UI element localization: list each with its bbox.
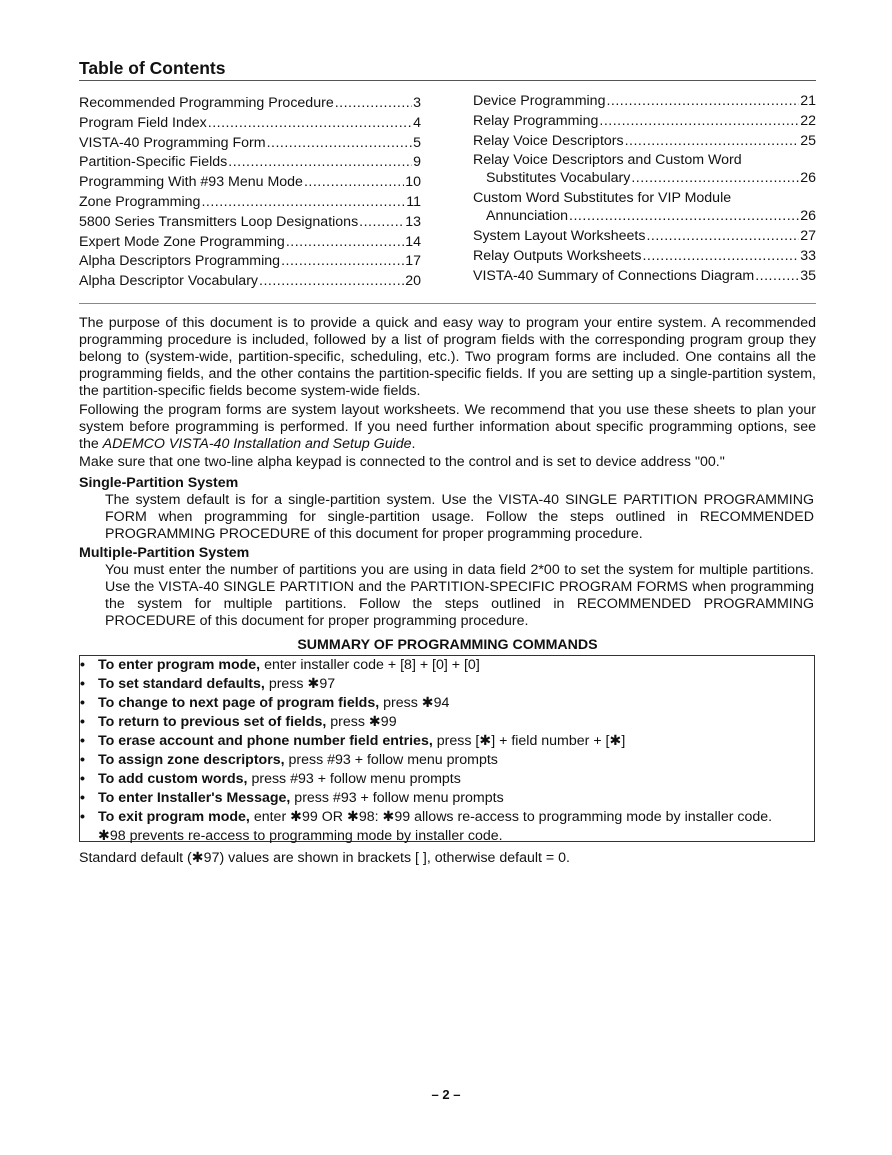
- command-item: • To return to previous set of fields, press ✱99: [80, 714, 397, 730]
- toc-entry: Alpha Descriptors Programming ..... 17: [79, 252, 421, 272]
- toc-entry: VISTA-40 Programming Form ..... 5: [79, 134, 421, 154]
- page-number: – 2 –: [431, 1087, 461, 1102]
- toc-entry: Recommended Programming Procedure ..... 3: [79, 94, 421, 114]
- toc-title-rule: [79, 80, 816, 81]
- multi-partition-text: You must enter the number of partitions you are using in data field 2*00 to set the system for multiple partitions. Use the VISTA-40 SINGLE PARTITION and the PARTITION-SPECIFIC PROGRAM FORMS when programming the system for multiple partitions. Follow the steps outlined in RECOMMENDED PROGRAMMING PROCEDURE of this document for proper programming procedure.: [105, 562, 814, 629]
- toc-entry: Partition-Specific Fields ..... 9: [79, 153, 421, 173]
- single-partition-heading: Single-Partition System: [79, 475, 239, 491]
- toc-entry: Program Field Index ..... 4: [79, 114, 421, 134]
- toc-entry: Programming With #93 Menu Mode ..... 10: [79, 173, 421, 193]
- toc-title: Table of Contents: [79, 58, 226, 78]
- toc-entry: Custom Word Substitutes for VIP Module Annunciation ..... 26: [473, 189, 816, 225]
- section-divider: [79, 303, 816, 304]
- command-item: • To erase account and phone number field entries, press [✱] + field number + [✱]: [80, 733, 626, 749]
- toc-entry: Alpha Descriptor Vocabulary ..... 20: [79, 272, 421, 292]
- toc-entry: Expert Mode Zone Programming ..... 14: [79, 233, 421, 253]
- command-item: • To set standard defaults, press ✱97: [80, 676, 336, 692]
- toc-left-column: [79, 94, 421, 292]
- toc-entry: System Layout Worksheets ..... 27: [473, 227, 816, 247]
- toc-entry: Device Programming ..... 21: [473, 92, 816, 112]
- toc-entry: Relay Voice Descriptors ..... 25: [473, 132, 816, 152]
- toc-entry: Relay Programming ..... 22: [473, 112, 816, 132]
- summary-title: SUMMARY OF PROGRAMMING COMMANDS: [297, 637, 598, 653]
- toc-entry: 5800 Series Transmitters Loop Designations ..... 13: [79, 213, 421, 233]
- commands-list: [79, 656, 815, 845]
- toc-entry: Relay Outputs Worksheets ..... 33: [473, 247, 816, 267]
- toc-entry: Zone Programming ..... 11: [79, 193, 421, 213]
- command-item: • To enter program mode, enter installer code + [8] + [0] + [0]: [80, 657, 480, 673]
- guide-title: ADEMCO VISTA-40 Installation and Setup Guide: [102, 436, 412, 452]
- single-partition-text: The system default is for a single-partition system. Use the VISTA-40 SINGLE PARTITION PROGRAMMING FORM when programming for single-partition usage. Follow the steps outlined in RECOMMENDED PROGRAMMING PROCEDURE of this document for proper programming procedure.: [105, 492, 814, 542]
- toc-entry: Relay Voice Descriptors and Custom Word Substitutes Vocabulary ..... 26: [473, 151, 816, 187]
- multi-partition-heading: Multiple-Partition System: [79, 545, 250, 561]
- intro-paragraph: The purpose of this document is to provide a quick and easy way to program your entire system. A recommended programming procedure is included, followed by a list of program fields with the corresponding program group they belong to (system-wide, partition-specific, scheduling, etc.). Two program forms are included. One contains all the programming fields, and the other contains the partition-specific fields. If you are setting up a single-partition system, the partition-specific fields become system-wide fields.: [79, 315, 816, 399]
- worksheets-paragraph: Following the program forms are system layout worksheets. We recommend that you use these sheets to plan your system before programming is performed. If you need further information about specific programming options, see the ADEMCO VISTA-40 Installation and Setup Guide.: [79, 402, 816, 452]
- command-item: • To assign zone descriptors, press #93 + follow menu prompts: [80, 752, 498, 768]
- command-item: • To add custom words, press #93 + follow menu prompts: [80, 771, 461, 787]
- keypad-note: Make sure that one two-line alpha keypad is connected to the control and is set to device address "00.": [79, 454, 725, 470]
- command-item: • To enter Installer's Message, press #93 + follow menu prompts: [80, 790, 504, 806]
- toc-entry: VISTA-40 Summary of Connections Diagram ..... 35: [473, 267, 816, 287]
- defaults-footnote: Standard default (✱97) values are shown in brackets [ ], otherwise default = 0.: [79, 850, 570, 866]
- command-continuation: ✱98 prevents re-access to programming mode by installer code.: [98, 828, 503, 844]
- command-item: • To change to next page of program fields, press ✱94: [80, 695, 450, 711]
- toc-right-column: [473, 92, 816, 287]
- command-item: • To exit program mode, enter ✱99 OR ✱98: ✱99 allows re-access to programming mode by installer code.: [80, 809, 773, 825]
